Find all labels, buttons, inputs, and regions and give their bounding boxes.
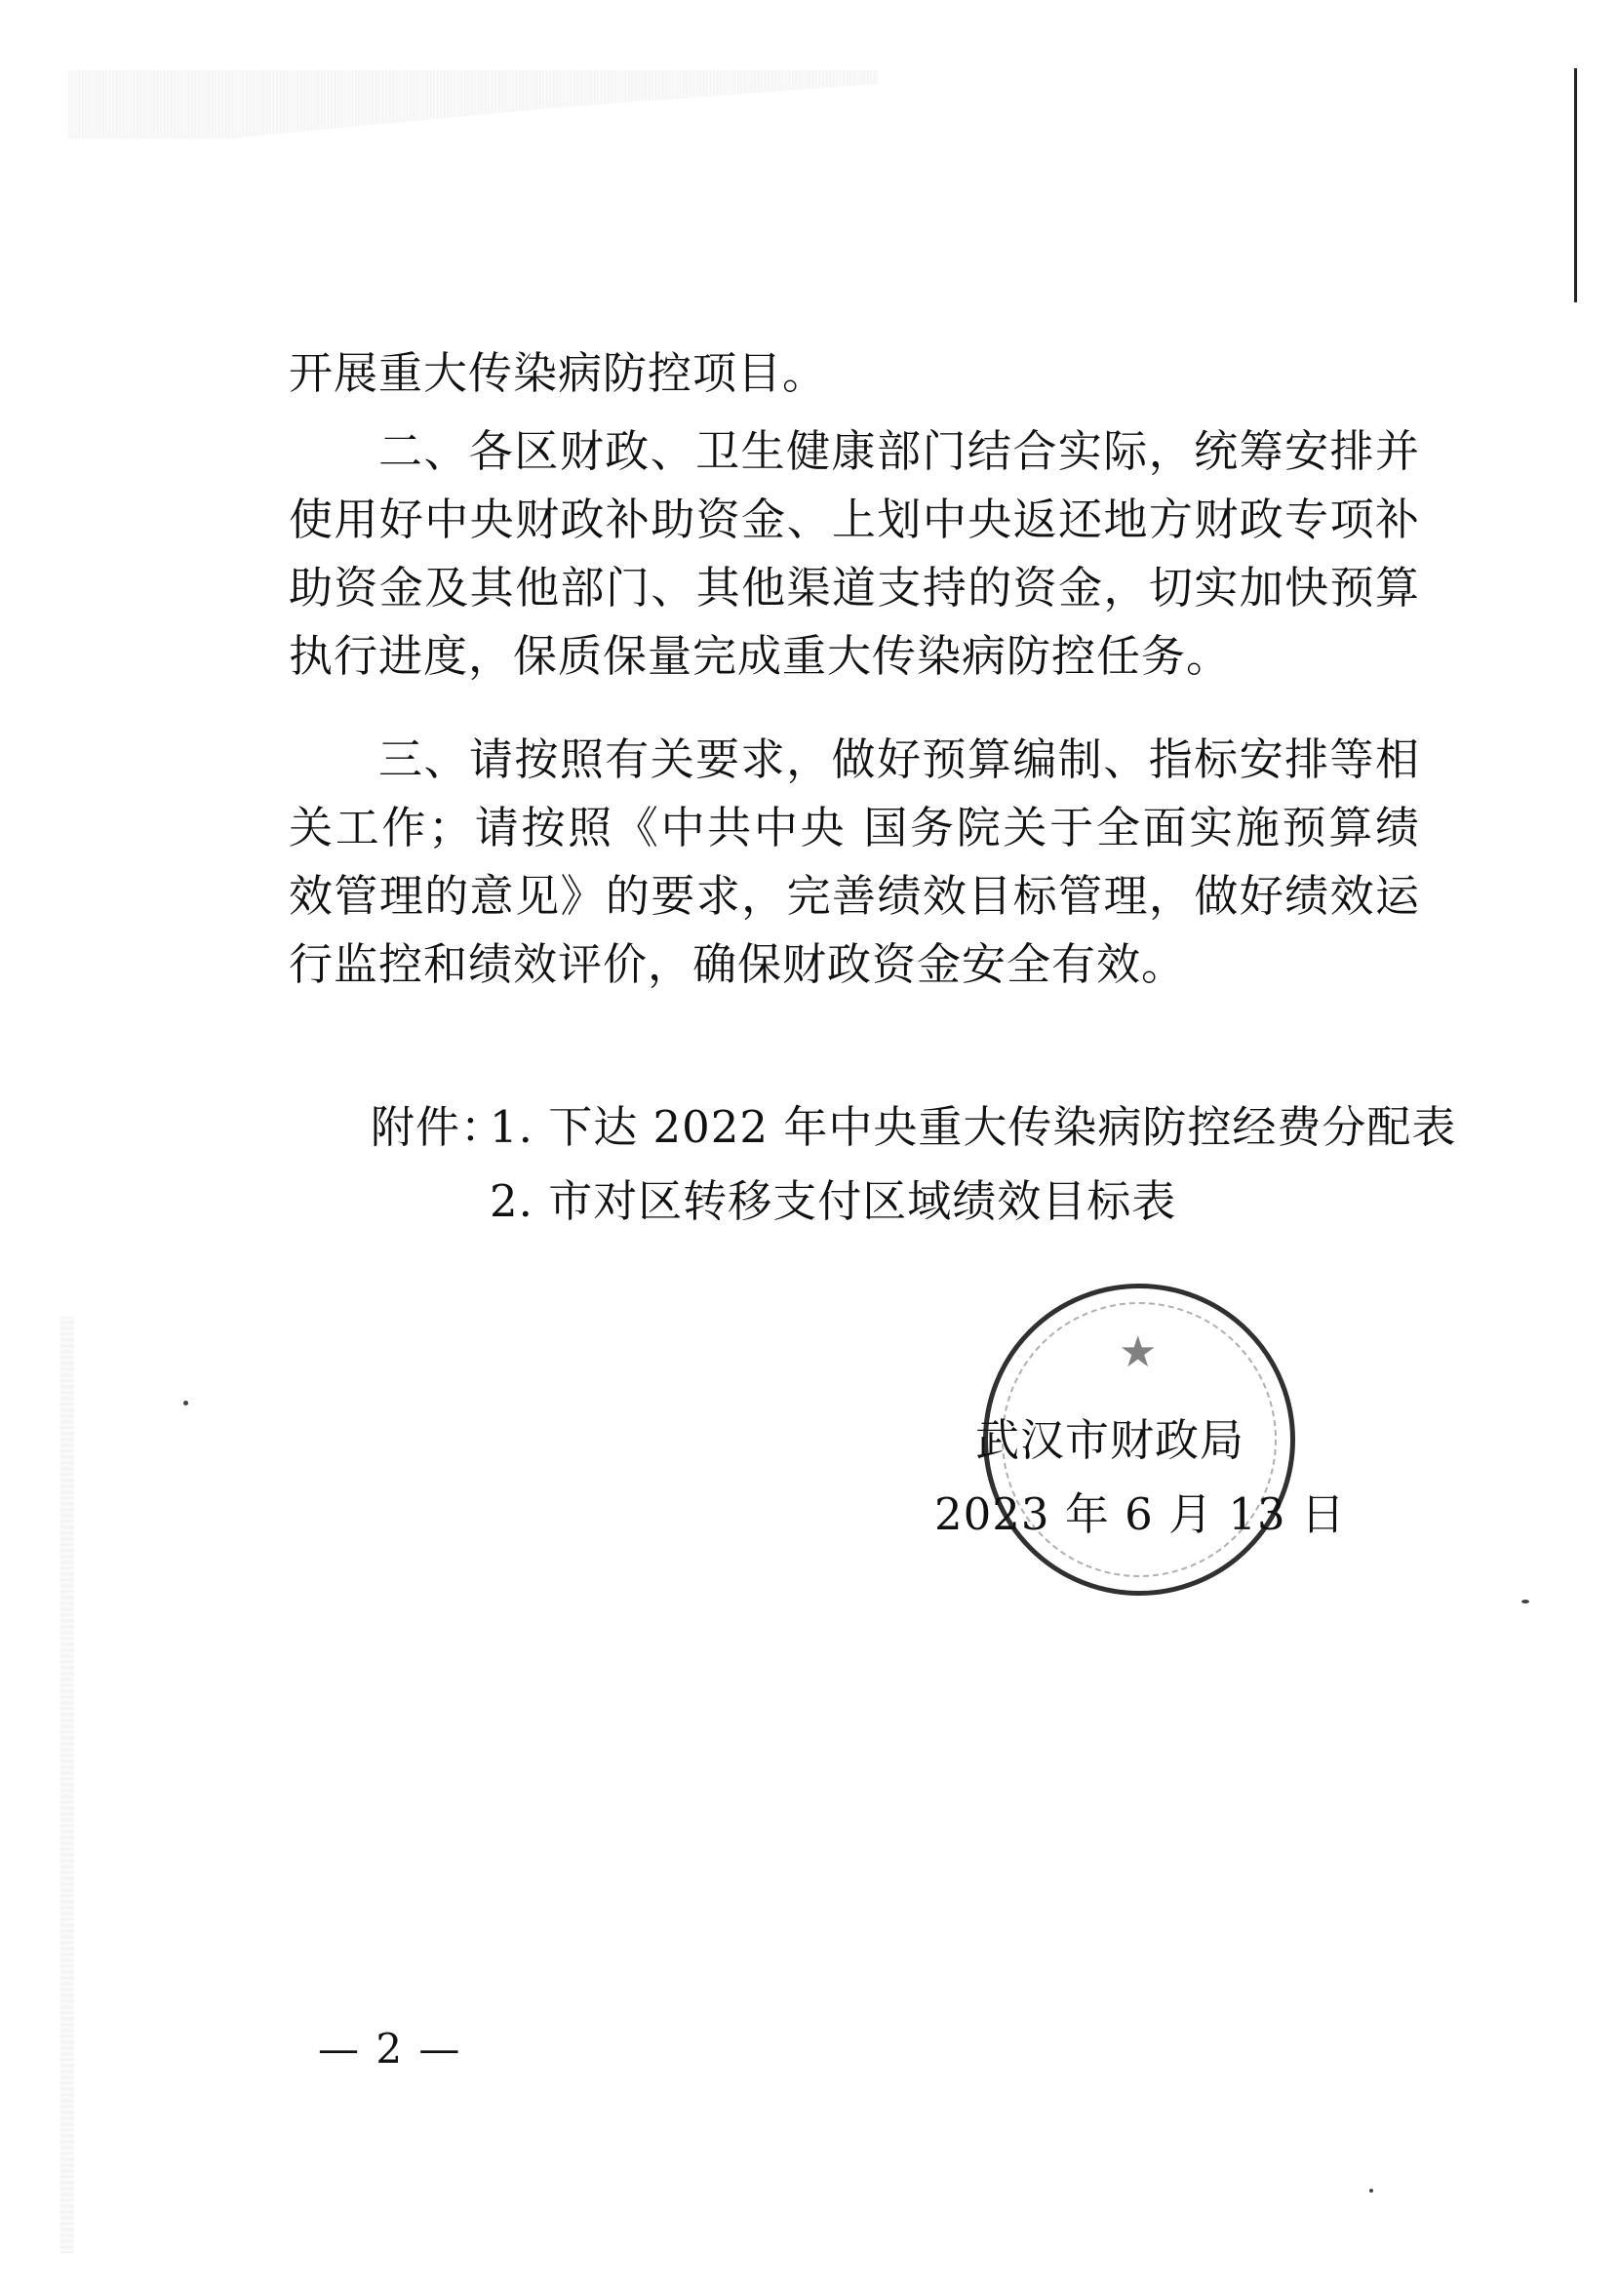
paragraph-item-three: 三、请按照有关要求，做好预算编制、指标安排等相关工作；请按照《中共中央 国务院关于全面实施预算绩效管理的意见》的要求，完善绩效目标管理，做好绩效运行监控和绩效评价，确保财政资金安全有效。 (289, 733, 1420, 990)
signer-organization: 武汉市财政局 (975, 1414, 1245, 1466)
attachment-item-2: 2. 市对区转移支付区域绩效目标表 (490, 1175, 1177, 1227)
scan-artifact-left-edge (60, 1317, 74, 2253)
page-number: — 2 — (318, 2025, 462, 2073)
attachment-label: 附件： (371, 1101, 506, 1153)
star-icon: ★ (1119, 1327, 1158, 1377)
scan-speck (1369, 2189, 1373, 2193)
scan-speck (1521, 1600, 1529, 1603)
signature-date: 2023 年 6 月 13 日 (934, 1488, 1346, 1540)
scan-speck (183, 1401, 188, 1405)
attachment-item-1: 1. 下达 2022 年中央重大传染病防控经费分配表 (490, 1101, 1457, 1153)
scan-artifact-right-line (1574, 68, 1577, 302)
paragraph-continuation: 开展重大传染病防控项目。 (289, 347, 828, 399)
scan-artifact-top (68, 70, 878, 139)
paragraph-item-two: 二、各区财政、卫生健康部门结合实际，统筹安排并使用好中央财政补助资金、上划中央返还地方财政专项补助资金及其他部门、其他渠道支持的资金，切实加快预算执行进度，保质保量完成重大传染病防控任务。 (289, 425, 1420, 682)
